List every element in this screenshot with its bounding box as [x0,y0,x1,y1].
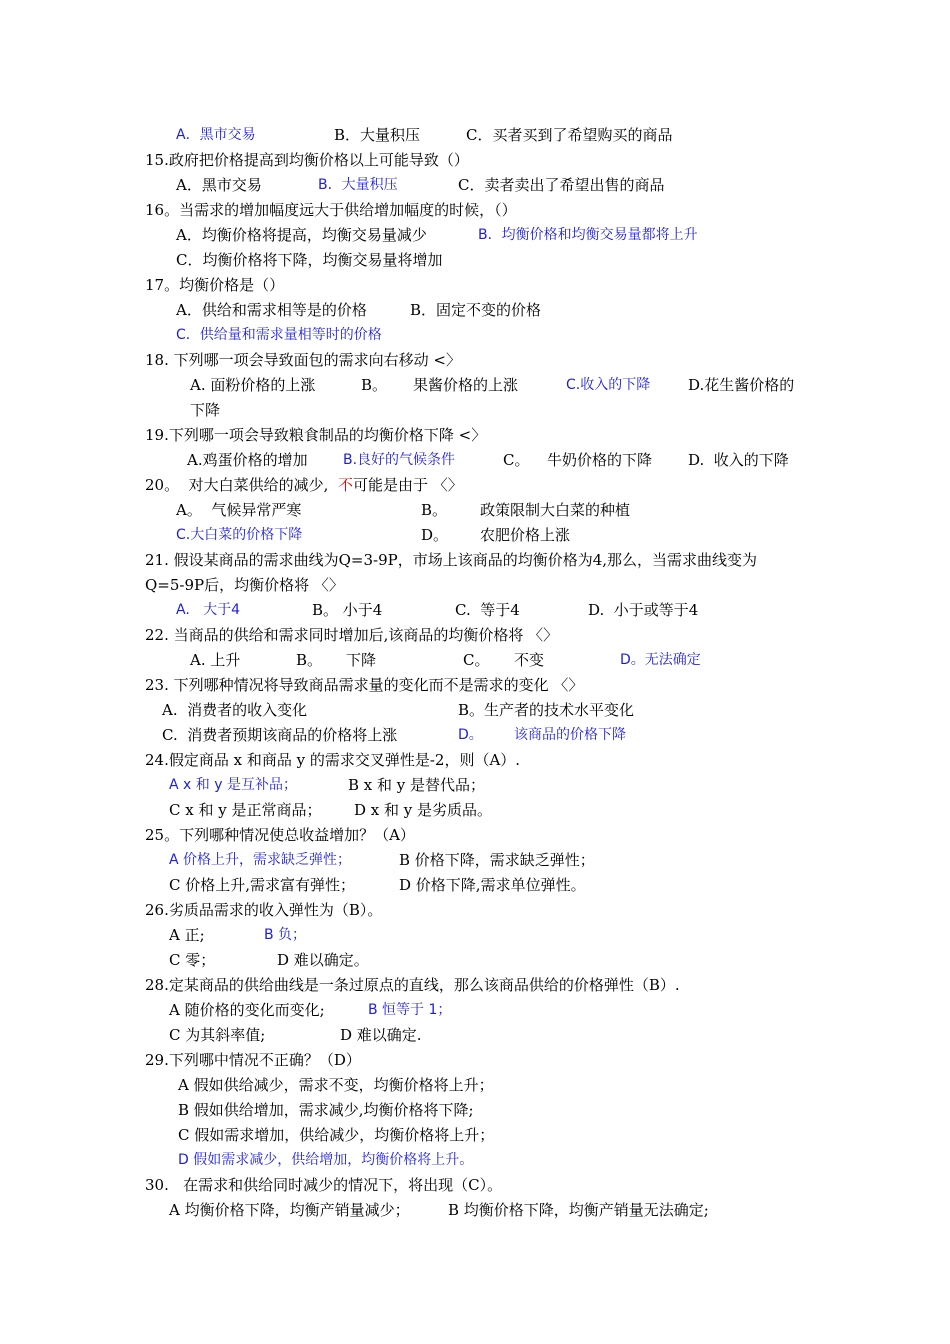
text-line [0,723,950,748]
text-segment: 25。下列哪种情况使总收益增加？（A） [145,826,415,844]
text-segment: 可能是由于 〈〉 [353,476,463,494]
text-segment: B x 和 y 是替代品； [348,776,486,794]
text-segment: 下降 [190,401,221,419]
text-line [0,1098,950,1123]
answer-highlight: B.良好的气候条件 [343,452,456,468]
text-segment: 19.下列哪一项会导致粮食制品的均衡价格下降 <〉 [145,426,487,444]
text-line [0,448,950,473]
text-segment: 牛奶价格的下降 [547,451,653,469]
text-segment: 16。当需求的增加幅度远大于供给增加幅度的时候，（） [145,201,517,219]
answer-highlight: A．黑市交易 [176,127,256,143]
text-segment: A。 气候异常严寒 [176,501,302,519]
text-segment: A. 消费者的收入变化 [162,701,308,719]
answer-highlight: D。 [458,727,483,743]
answer-highlight: C．供给量和需求量相等时的价格 [176,327,382,343]
text-line [0,698,950,723]
answer-highlight: A. 大于4 [176,602,241,618]
text-line [0,423,950,448]
text-segment: C x 和 y 是正常商品； [169,801,322,819]
text-segment: A. 上升 [190,651,241,669]
text-segment: D 难以确定. [340,1026,422,1044]
text-segment: C 价格上升,需求富有弹性； [169,876,356,894]
text-segment: B。 [361,376,388,394]
text-line [0,173,950,198]
answer-highlight: C.收入的下降 [566,377,651,393]
text-segment: C. 等于4 [455,601,520,619]
text-segment: 26.劣质品需求的收入弹性为（B）。 [145,901,383,919]
text-segment: 28.定某商品的供给曲线是一条过原点的直线，那么该商品供给的价格弹性（B）. [145,976,680,994]
text-segment: C。 [503,451,530,469]
text-segment: C 零； [169,951,216,969]
text-line [0,473,950,498]
text-line [0,923,950,948]
text-segment: C 为其斜率值; [169,1026,266,1044]
text-line [0,498,950,523]
text-segment: A．黑市交易 [176,176,262,194]
text-line [0,373,950,398]
text-line [0,748,950,773]
text-line [0,223,950,248]
answer-highlight: B．大量积压 [318,177,398,193]
text-segment: B。 [296,651,323,669]
text-segment: A 假如供给减少，需求不变，均衡价格将上升； [178,1076,494,1094]
text-segment: D x 和 y 是劣质品。 [354,801,493,819]
text-line [0,623,950,648]
text-segment: 22. 当商品的供给和需求同时增加后,该商品的均衡价格将 〈〉 [145,626,559,644]
text-line [0,398,950,423]
answer-highlight: C.大白菜的价格下降 [176,527,303,543]
text-segment: 21. 假设某商品的需求曲线为Q=3-9P，市场上该商品的均衡价格为4,那么，当需求曲线变为 [145,551,758,569]
answer-highlight: D 假如需求减少，供给增加，均衡价格将上升。 [178,1152,474,1168]
text-segment: C。 [463,651,490,669]
text-segment: B。生产者的技术水平变化 [458,701,635,719]
text-segment: B 价格下降，需求缺乏弹性； [399,851,595,869]
text-line [0,323,950,348]
text-segment: 24.假定商品 x 和商品 y 的需求交叉弹性是-2，则（A）. [145,751,521,769]
text-segment: B。 小于4 [312,601,383,619]
text-segment: C 假如需求增加，供给减少，均衡价格将上升； [178,1126,495,1144]
text-segment: B 假如供给增加，需求减少,均衡价格将下降; [178,1101,474,1119]
text-segment: A 随价格的变化而变化; [169,1001,325,1019]
text-segment: B．大量积压 [334,126,421,144]
text-segment: 不变 [514,651,545,669]
text-segment: A.鸡蛋价格的增加 [187,451,308,469]
text-line [0,898,950,923]
text-line [0,1198,950,1223]
text-segment: A．供给和需求相等是的价格 [176,301,367,319]
text-line [0,773,950,798]
answer-highlight: D。无法确定 [620,652,701,668]
text-line [0,523,950,548]
text-segment: A 均衡价格下降，均衡产销量减少； [169,1201,410,1219]
text-line [0,823,950,848]
text-segment: 农肥价格上涨 [480,526,571,544]
text-line [0,1123,950,1148]
text-line [0,148,950,173]
text-line [0,1073,950,1098]
text-line [0,648,950,673]
text-segment: D 价格下降,需求单位弹性。 [399,876,586,894]
text-segment: D。 [421,526,449,544]
text-segment: C．均衡价格将下降，均衡交易量将增加 [176,251,443,269]
text-line [0,798,950,823]
text-line [0,598,950,623]
text-segment: 下降 [346,651,377,669]
text-line [0,873,950,898]
answer-highlight: B 恒等于 1； [368,1002,452,1018]
text-segment: A. 面粉价格的上涨 [190,376,316,394]
text-segment: 20。 对大白菜供给的减少, [145,476,329,494]
text-segment: A．均衡价格将提高，均衡交易量减少 [176,226,427,244]
text-segment: 29.下列哪中情况不正确？（D） [145,1051,361,1069]
text-segment: 果酱价格的上涨 [413,376,519,394]
text-segment: A 正; [169,926,205,944]
text-line [0,198,950,223]
text-segment: 15.政府把价格提高到均衡价格以上可能导致（） [145,151,469,169]
text-segment: 政策限制大白菜的种植 [480,501,631,519]
text-segment: C．买者买到了希望购买的商品 [466,126,673,144]
text-line [0,1048,950,1073]
text-line [0,973,950,998]
text-segment: C. 消费者预期该商品的价格将上涨 [162,726,398,744]
text-line [0,548,950,573]
text-segment: B。 [421,501,448,519]
text-line [0,273,950,298]
text-line [0,673,950,698]
text-line [0,1148,950,1173]
text-segment: 17。均衡价格是（） [145,276,285,294]
text-segment: 23. 下列哪种情况将导致商品需求量的变化而不是需求的变化 〈〉 [145,676,584,694]
text-segment: B 均衡价格下降，均衡产销量无法确定; [448,1201,709,1219]
answer-highlight: B 负； [264,927,307,943]
text-segment: D. 收入的下降 [688,451,789,469]
answer-highlight: B．均衡价格和均衡交易量都将上升 [478,227,698,243]
text-line [0,348,950,373]
text-segment: D.花生酱价格的 [688,376,795,394]
text-line [0,998,950,1023]
text-segment: D 难以确定。 [277,951,369,969]
text-segment: 18. 下列哪一项会导致面包的需求向右移动 <〉 [145,351,461,369]
text-segment: D. 小于或等于4 [588,601,699,619]
text-line [0,248,950,273]
text-segment: 30. 在需求和供给同时减少的情况下，将出现（C）。 [145,1176,503,1194]
text-segment: C．卖者卖出了希望出售的商品 [458,176,665,194]
answer-highlight: A 价格上升，需求缺乏弹性； [169,852,352,868]
text-line [0,1023,950,1048]
text-line [0,1173,950,1198]
text-segment: 不 [338,476,354,494]
text-line [0,298,950,323]
text-segment: B．固定不变的价格 [410,301,542,319]
answer-highlight: 该商品的价格下降 [514,727,626,743]
text-line [0,948,950,973]
text-line [0,848,950,873]
answer-highlight: A x 和 y 是互补品； [169,777,297,793]
text-line [0,123,950,148]
text-segment: Q=5-9P后，均衡价格将 〈〉 [145,576,344,594]
text-line [0,573,950,598]
